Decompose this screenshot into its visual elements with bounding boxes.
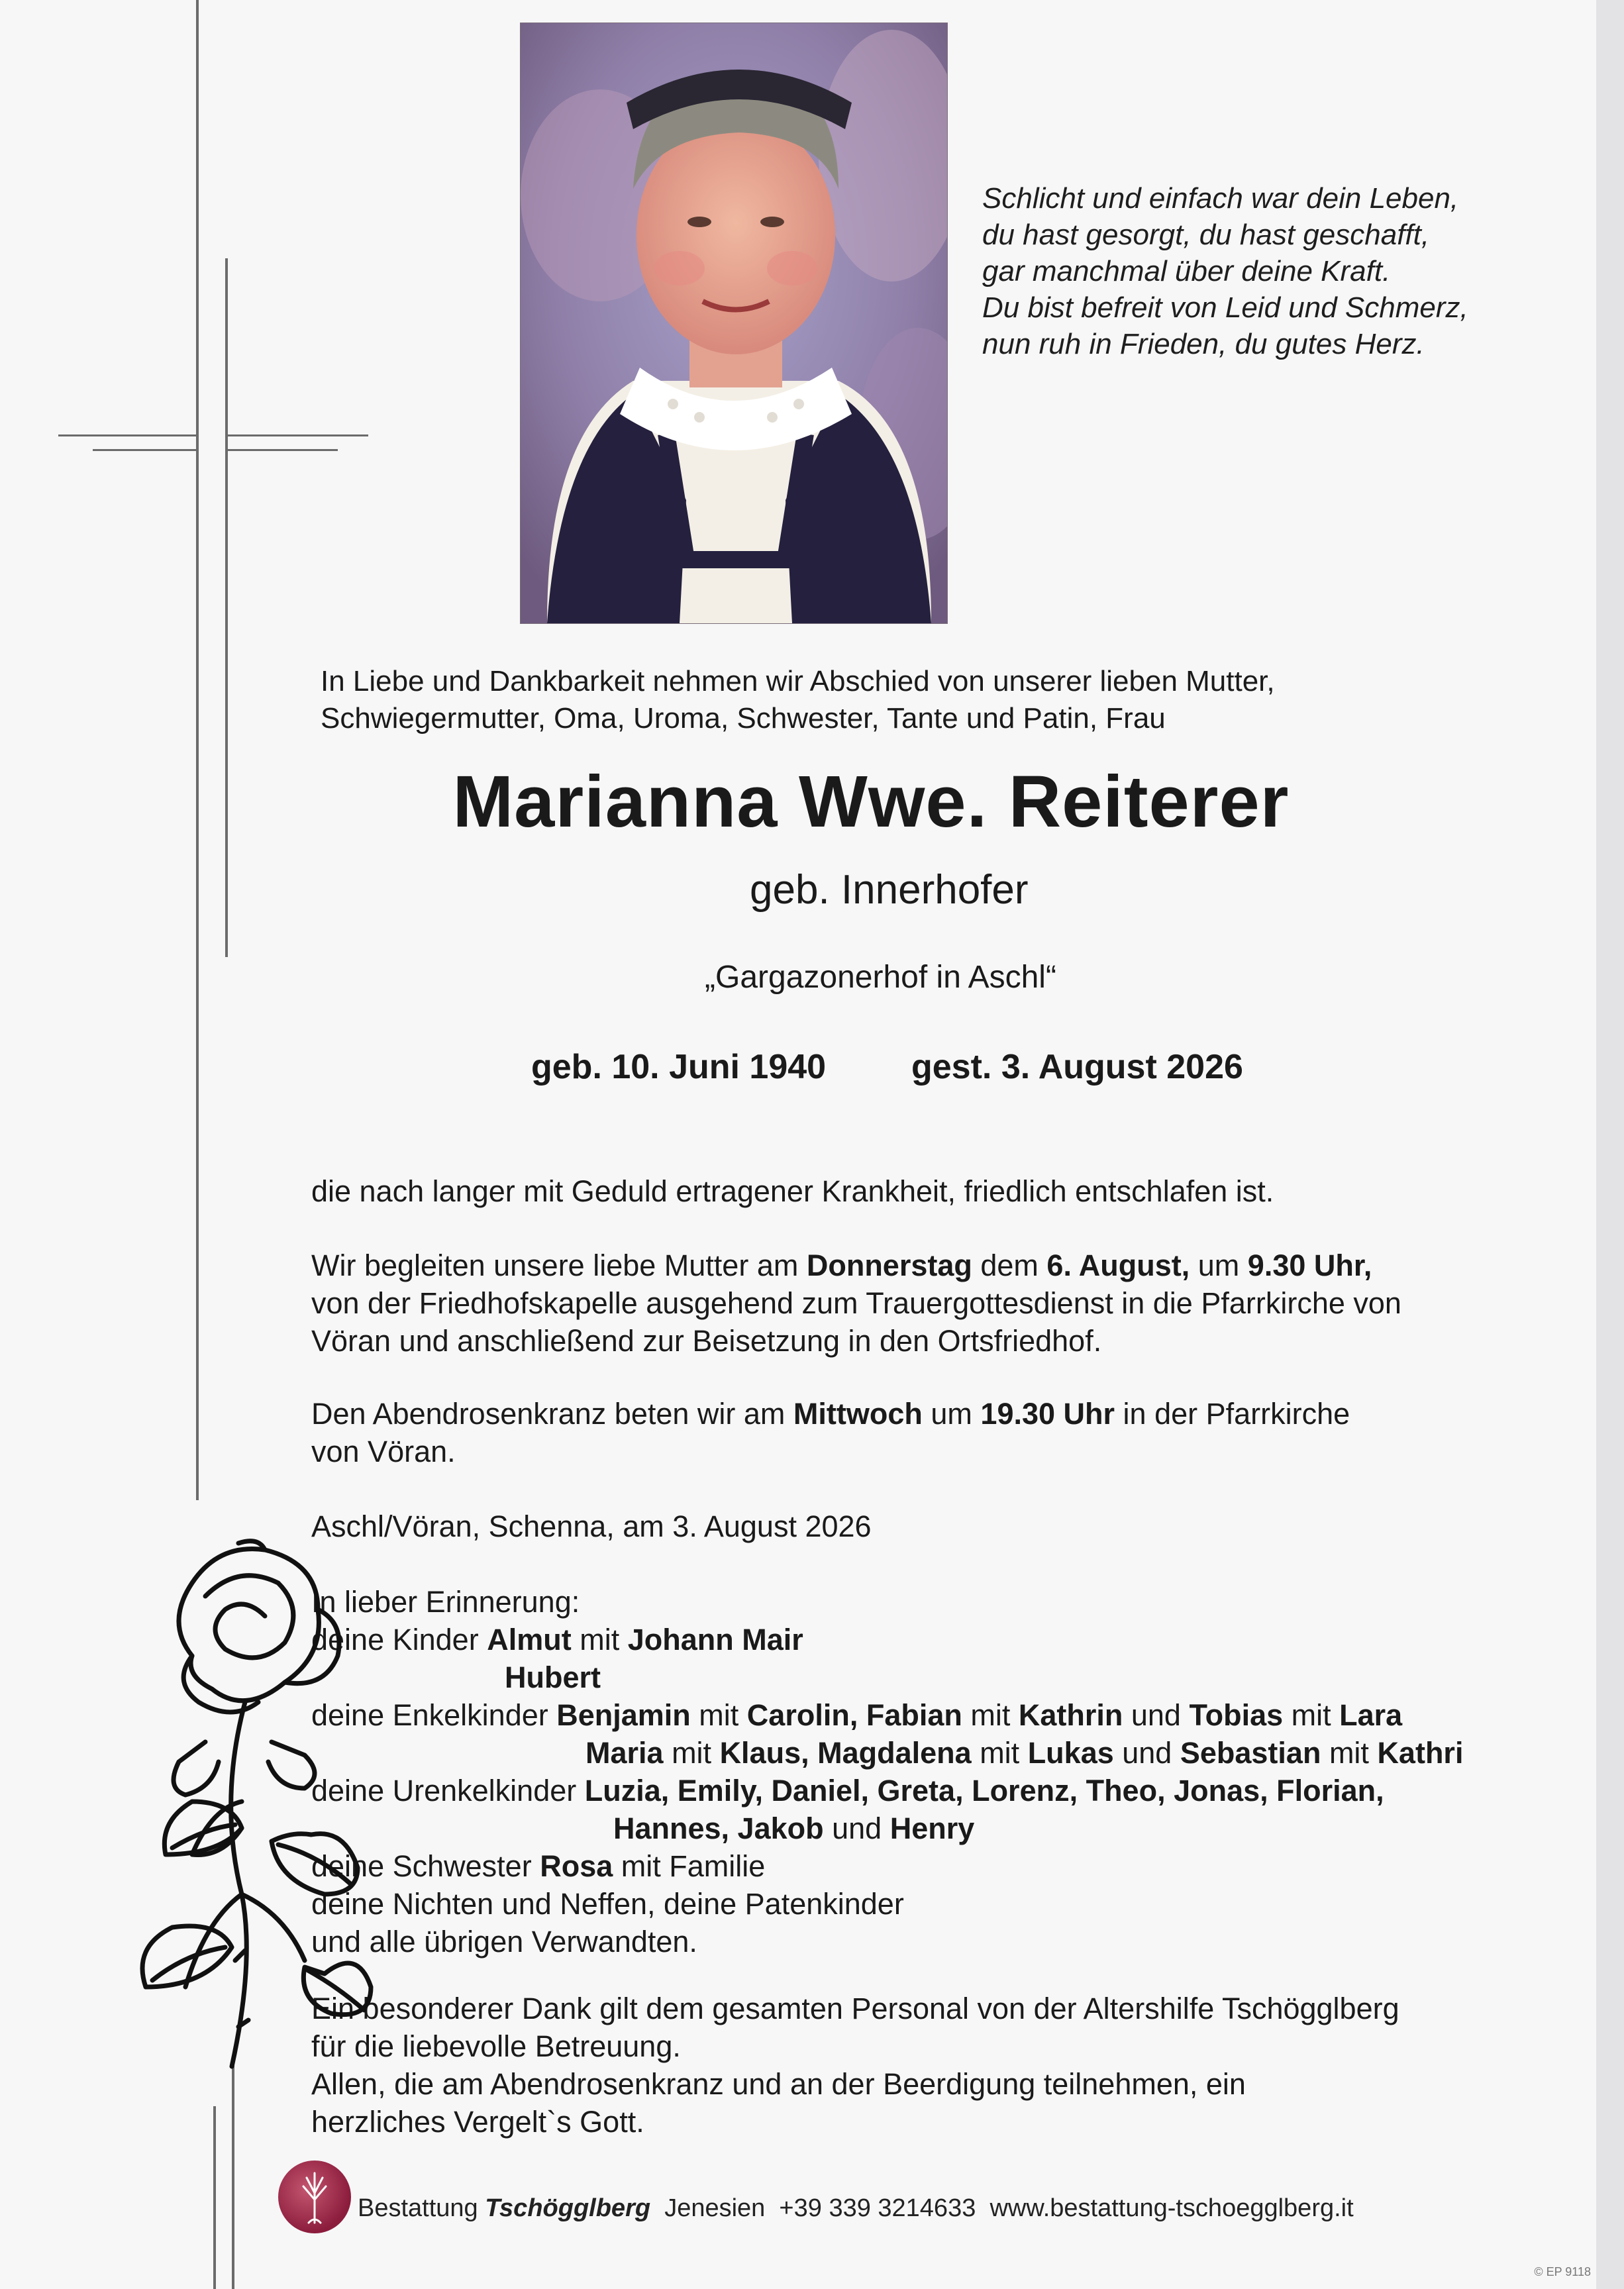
mourner-name: Almut: [487, 1623, 572, 1656]
mourners-list: [311, 1583, 1463, 1960]
rosary-announcement: [311, 1395, 1350, 1470]
death-date: gest. 3. August 2026: [911, 1048, 1243, 1086]
poem-line: nun ruh in Frieden, du gutes Herz.: [982, 328, 1425, 360]
mourner-name: Sebastian: [1180, 1736, 1321, 1770]
cross-foot-right: [232, 2060, 234, 2289]
funeral-home-footer: [358, 2192, 1354, 2224]
mourner-name: Henry: [889, 1811, 975, 1845]
rosary-time: 19.30 Uhr: [980, 1397, 1115, 1431]
memory-heading: In lieber Erinnerung:: [311, 1585, 580, 1619]
paper-edge: [1596, 0, 1624, 2289]
mourner-name: Benjamin: [556, 1698, 691, 1732]
thanks-line: Allen, die am Abendrosenkranz und an der Beerdigung teilnehmen, ein: [311, 2067, 1246, 2101]
text-segment: mit: [1283, 1698, 1340, 1732]
cross-horizontal-bottom: [93, 449, 197, 451]
thanks-line: herzliches Vergelt`s Gott.: [311, 2105, 644, 2139]
rosary-day: Mittwoch: [793, 1397, 923, 1431]
footer-website: www.bestattung-tschoegglberg.it: [976, 2194, 1354, 2222]
mourner-name: Klaus,: [719, 1736, 809, 1770]
rosary-line: [311, 1395, 1350, 1433]
text-segment: und: [1113, 1736, 1180, 1770]
mourner-name: Hannes, Jakob: [613, 1811, 824, 1845]
mourner-name: Kathri: [1377, 1736, 1464, 1770]
mourner-line: Hubert: [505, 1660, 601, 1694]
mourner-name: Kathrin: [1018, 1698, 1123, 1732]
birth-date: geb. 10. Juni 1940: [531, 1048, 827, 1086]
mourner-line: deine Nichten und Neffen, deine Patenkinder: [311, 1887, 904, 1921]
mourner-line: [311, 1809, 1463, 1847]
mourner-name: Fabian: [866, 1698, 962, 1732]
text-segment: mit: [962, 1698, 1019, 1732]
mourner-name: Lukas: [1027, 1736, 1114, 1770]
footer-prefix: Bestattung: [358, 2194, 485, 2222]
rose-icon: [106, 1523, 384, 2093]
footer-brand: Tschögglberg: [485, 2194, 651, 2222]
mourner-name: Rosa: [540, 1849, 613, 1883]
rosary-line: von Vöran.: [311, 1435, 456, 1468]
text-segment: in der Pfarrkirche: [1115, 1397, 1350, 1431]
funeral-home-logo: [278, 2161, 351, 2233]
maiden-name: geb. Innerhofer: [750, 867, 1029, 913]
mourner-line: [311, 1621, 1463, 1658]
funeral-line: Vöran und anschließend zur Beisetzung in den Ortsfriedhof.: [311, 1324, 1102, 1358]
cross-vertical-right: [225, 258, 228, 957]
text-segment: deine Schwester: [311, 1849, 540, 1883]
tree-icon: [290, 2170, 339, 2224]
cross-vertical-left: [196, 0, 199, 1500]
mourner-name: Lara: [1339, 1698, 1403, 1732]
text-segment: deine Kinder: [311, 1623, 487, 1656]
thanks-line: Ein besonderer Dank gilt dem gesamten Personal von der Altershilfe Tschögglberg: [311, 1992, 1399, 2025]
mourner-name: Tobias: [1189, 1698, 1284, 1732]
funeral-day: Donnerstag: [806, 1248, 972, 1282]
text-segment: und: [823, 1811, 890, 1845]
text-segment: deine Urenkelkinder: [311, 1774, 585, 1807]
poem-line: Schlicht und einfach war dein Leben,: [982, 182, 1459, 215]
footer-phone: +39 339 3214633: [779, 2194, 976, 2222]
funeral-time: 9.30 Uhr,: [1247, 1248, 1372, 1282]
cross-horizontal-top: [58, 434, 197, 436]
portrait-photo: [520, 23, 948, 624]
intro-text: [321, 663, 1275, 737]
mourner-name: Magdalena: [817, 1736, 972, 1770]
intro-line: In Liebe und Dankbarkeit nehmen wir Abschied von unserer lieben Mutter,: [321, 665, 1275, 697]
funeral-line: von der Friedhofskapelle ausgehend zum Trauergottesdienst in die Pfarrkirche von: [311, 1286, 1401, 1320]
text-segment: um: [1190, 1248, 1248, 1282]
text-segment: mit: [690, 1698, 747, 1732]
mourner-name: Luzia, Emily, Daniel, Greta, Lorenz, Theo, Jonas, Florian,: [584, 1774, 1384, 1807]
memorial-poem: [982, 180, 1565, 362]
funeral-line: [311, 1246, 1401, 1284]
text-segment: dem: [972, 1248, 1047, 1282]
text-segment: mit: [571, 1623, 628, 1656]
text-segment: mit: [1321, 1736, 1378, 1770]
document-code: © EP 9118: [1534, 2265, 1591, 2278]
mourner-line: [311, 1847, 1463, 1885]
text-segment: mit Familie: [613, 1849, 766, 1883]
passing-text: [311, 1172, 1274, 1210]
text-segment: Den Abendrosenkranz beten wir am: [311, 1397, 793, 1431]
thanks-line: für die liebevolle Betreuung.: [311, 2029, 681, 2063]
mourner-line: und alle übrigen Verwandten.: [311, 1925, 697, 1958]
mourner-line: [311, 1772, 1463, 1809]
place-date: Aschl/Vöran, Schenna, am 3. August 2026: [311, 1509, 872, 1543]
poem-line: du hast gesorgt, du hast geschafft,: [982, 219, 1430, 251]
text-segment: um: [922, 1397, 981, 1431]
footer-town: Jenesien: [650, 2194, 780, 2222]
thanks-text: [311, 1990, 1399, 2141]
deceased-name: Marianna Wwe. Reiterer: [452, 761, 1290, 842]
text-segment: mit: [663, 1736, 720, 1770]
funeral-date: 6. August,: [1046, 1248, 1190, 1282]
passing-line: die nach langer mit Geduld ertragener Krankheit, friedlich entschlafen ist.: [311, 1174, 1274, 1208]
text-segment: und: [1123, 1698, 1190, 1732]
cross-foot-left: [213, 2106, 216, 2289]
mourner-line: [311, 1696, 1463, 1734]
text-segment: deine Enkelkinder: [311, 1698, 557, 1732]
mourner-name: Maria: [585, 1736, 664, 1770]
poem-line: Du bist befreit von Leid und Schmerz,: [982, 291, 1468, 324]
mourner-name: Carolin,: [746, 1698, 858, 1732]
cross-horizontal-bottom-right: [225, 449, 338, 451]
text-segment: Wir begleiten unsere liebe Mutter am: [311, 1248, 807, 1282]
poem-line: gar manchmal über deine Kraft.: [982, 255, 1391, 287]
mourner-line: [311, 1734, 1463, 1772]
mourner-name: Johann Mair: [627, 1623, 803, 1656]
intro-line: Schwiegermutter, Oma, Uroma, Schwester, Tante und Patin, Frau: [321, 702, 1166, 735]
cross-horizontal-top-right: [225, 434, 368, 436]
text-segment: mit: [971, 1736, 1028, 1770]
farm-name: „Gargazonerhof in Aschl“: [705, 960, 1056, 995]
funeral-announcement: [311, 1246, 1401, 1360]
